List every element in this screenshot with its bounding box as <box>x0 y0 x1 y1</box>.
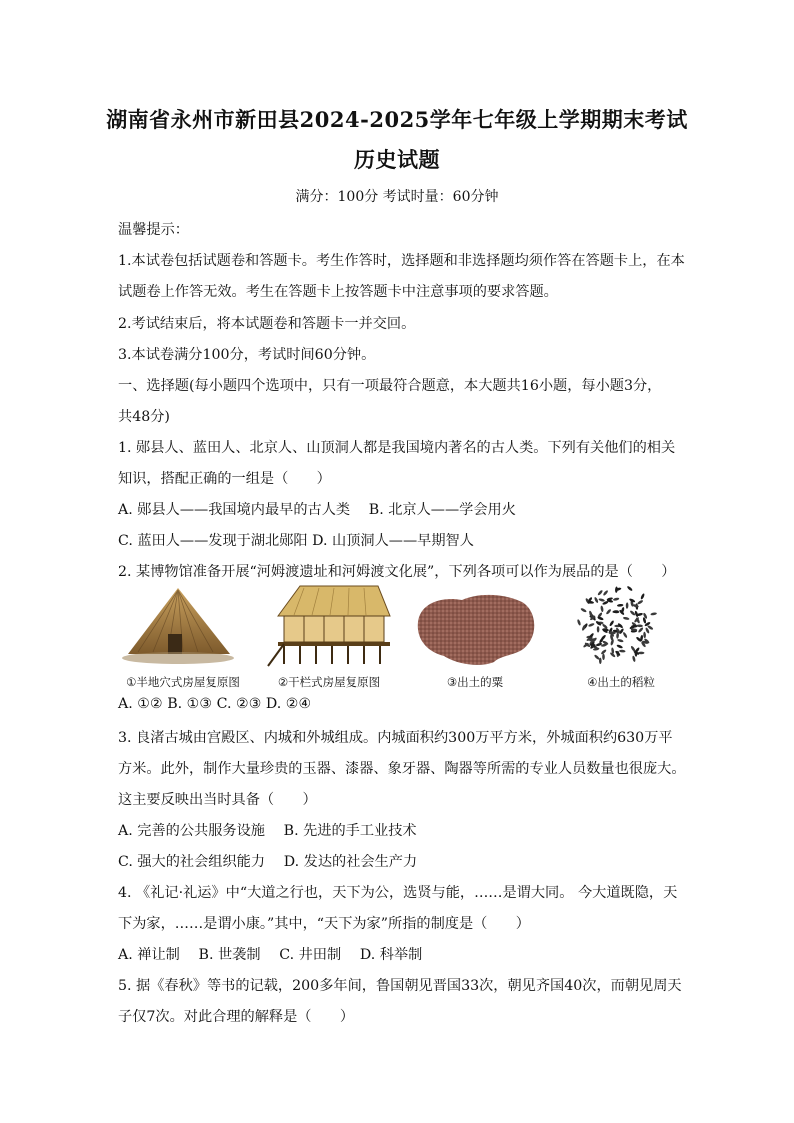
figure-stilt-house <box>264 582 394 690</box>
question-1-stem-cont: 知识，搭配正确的一组是（ ） <box>118 471 331 487</box>
figure-caption: ③出土的粟 <box>446 675 504 689</box>
question-3-options: C. 强大的社会组织能力 D. 发达的社会生产力 <box>118 854 418 870</box>
question-5-stem-cont: 子仅7次。对此合理的解释是（ ） <box>118 1009 355 1025</box>
exam-subtitle: 历史试题 <box>354 147 440 172</box>
figure-caption: ①半地穴式房屋复原图 <box>126 675 240 689</box>
tip-line: 1.本试卷包括试题卷和答题卡。考生作答时，选择题和非选择题均须作答在答题卡上，在本 <box>118 253 685 269</box>
figure-pit-house <box>118 582 248 690</box>
tips-heading: 温馨提示： <box>118 222 189 238</box>
exam-title: 湖南省永州市新田县2024-2025学年七年级上学期期末考试 <box>106 107 688 132</box>
question-4-stem-cont: 下为家，……是谓小康。”其中，“天下为家”所指的制度是（ ） <box>118 916 530 932</box>
question-1-stem: 1. 郧县人、蓝田人、北京人、山顶洞人都是我国境内著名的古人类。下列有关他们的相关 <box>118 440 676 456</box>
question-5-stem: 5. 据《春秋》等书的记载，200多年间，鲁国朝见晋国33次，朝见齐国40次，而朝见周天 <box>118 978 682 994</box>
question-2-figures <box>118 582 678 690</box>
millet-icon <box>410 582 540 672</box>
question-4-stem: 4. 《礼记·礼运》中“大道之行也，天下为公，选贤与能，……是谓大同。 今大道既隐，天 <box>118 885 678 901</box>
figure-caption: ②干栏式房屋复原图 <box>277 675 381 689</box>
figure-rice <box>556 582 686 690</box>
question-3-stem-cont: 这主要反映出当时具备（ ） <box>118 792 317 808</box>
section-heading-cont: 共48分) <box>118 409 170 425</box>
pit-house-icon <box>118 582 248 672</box>
tip-line: 3.本试卷满分100分，考试时间60分钟。 <box>118 347 376 363</box>
figure-millet <box>410 582 540 690</box>
section-heading: 一、选择题(每小题四个选项中，只有一项最符合题意，本大题共16小题，每小题3分， <box>118 378 662 394</box>
question-3-stem-cont: 方米。此外，制作大量珍贵的玉器、漆器、象牙器、陶器等所需的专业人员数量也很庞大。 <box>118 761 686 777</box>
question-2-options: A. ①② B. ①③ C. ②③ D. ②④ <box>118 696 312 712</box>
question-3-options: A. 完善的公共服务设施 B. 先进的手工业技术 <box>118 823 417 839</box>
tip-line: 2.考试结束后，将本试题卷和答题卡一并交回。 <box>118 316 416 332</box>
tip-line: 试题卷上作答无效。考生在答题卡上按答题卡中注意事项的要求答题。 <box>118 284 558 300</box>
question-4-options: A. 禅让制 B. 世袭制 C. 井田制 D. 科举制 <box>118 947 423 963</box>
question-1-options: C. 蓝田人——发现于湖北郧阳 D. 山顶洞人——早期智人 <box>118 533 474 549</box>
figure-caption: ④出土的稻粒 <box>587 675 655 689</box>
question-1-options: A. 郧县人——我国境内最早的古人类 B. 北京人——学会用火 <box>118 502 516 518</box>
stilt-house-icon <box>264 582 394 672</box>
question-3-stem: 3. 良渚古城由宫殿区、内城和外城组成。内城面积约300万平方米，外城面积约630万平 <box>118 730 673 746</box>
question-2-stem: 2. 某博物馆准备开展“河姆渡遗址和河姆渡文化展”，下列各项可以作为展品的是（ ） <box>118 564 676 580</box>
exam-meta: 满分：100分 考试时量：60分钟 <box>295 189 499 205</box>
rice-grains-icon <box>556 582 686 672</box>
